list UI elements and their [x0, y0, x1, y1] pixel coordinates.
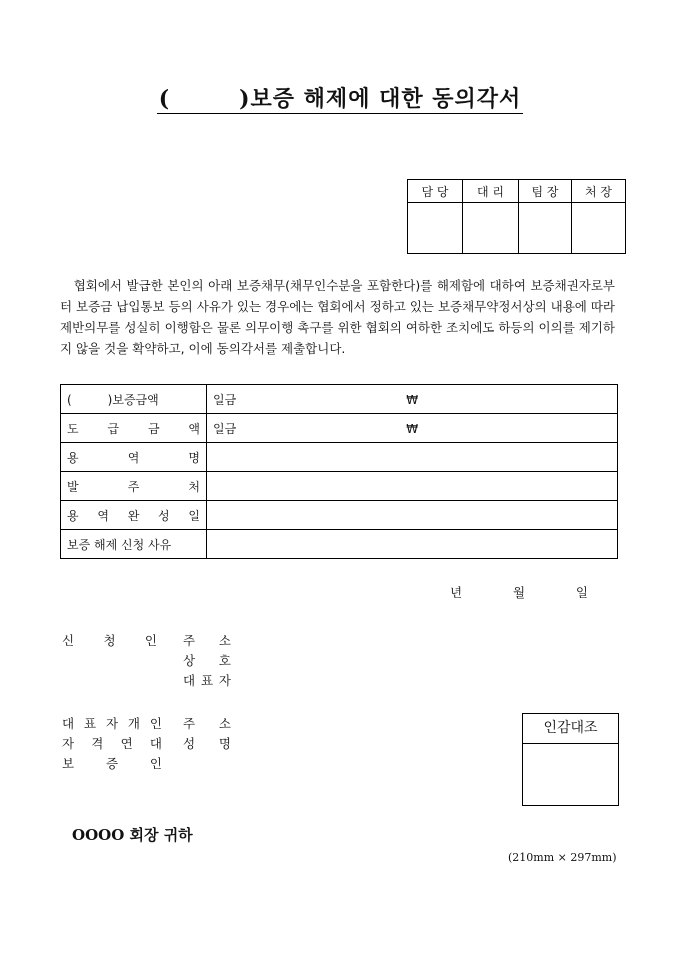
guarantor-address-label: 주 소	[183, 716, 231, 731]
release-reason-field[interactable]	[207, 530, 618, 559]
row-label-contract-amount: 도 급 금 액	[61, 414, 207, 443]
approval-header-2: 대 리	[463, 180, 519, 203]
applicant-address-label: 주 소	[183, 633, 231, 648]
row-label-completion-date: 용 역 완 성 일	[61, 501, 207, 530]
row-label-service-name: 용 역 명	[61, 443, 207, 472]
info-table	[60, 384, 618, 559]
month-label: 월	[512, 585, 526, 600]
date-line	[450, 583, 588, 601]
row-label-client: 발 주 처	[61, 472, 207, 501]
guarantor-label: 대 표 자 개 인 자 격 연 대 보 증 인	[62, 716, 162, 771]
won-symbol: ₩	[406, 392, 419, 407]
approval-sign-4[interactable]	[572, 203, 626, 254]
document-title: ( )보증 해제에 대한 동의각서	[158, 86, 522, 112]
table-row	[61, 385, 618, 414]
applicant-fields	[183, 631, 231, 691]
guarantor-name-label: 성 명	[183, 736, 231, 751]
amount-prefix: 일금	[213, 421, 237, 436]
table-row	[61, 530, 618, 559]
pledge-text: 협회에서 발급한 본인의 아래 보증채무(채무인수분을 포함한다)를 해제함에 대하여 보증채권자로부터 보증금 납입통보 등의 사유가 있는 경우에는 협회에서 정하고 있는 보증채무약정서상의 내용에 따라 제반의무를 성실히 이행함은 물론 의무이행 촉구를 위한 협회의 여하한 조치에도 하등의 이의를 제기하지 않을 것을 확약하고, 이에 동의각서를 제출합니다.	[60, 278, 615, 356]
seal-comparison-box	[522, 713, 619, 806]
approval-header-4: 처 장	[572, 180, 626, 203]
year-label: 년	[450, 585, 463, 600]
guarantor-fields	[183, 714, 231, 754]
approval-header-3: 팀 장	[519, 180, 572, 203]
table-row	[61, 472, 618, 501]
won-symbol: ₩	[406, 421, 419, 436]
amount-prefix: 일금	[213, 392, 237, 407]
approval-sign-1[interactable]	[408, 203, 463, 254]
table-row	[61, 414, 618, 443]
table-row	[61, 501, 618, 530]
row-label-release-reason: 보증 해제 신청 사유	[61, 530, 207, 559]
applicant-company-label: 상 호	[183, 653, 231, 668]
completion-date-field[interactable]	[207, 501, 618, 530]
seal-box-label: 인감대조	[523, 714, 618, 744]
applicant-rep-label: 대 표 자	[183, 673, 231, 688]
guarantee-amount-field[interactable]	[207, 385, 618, 414]
recipient-line: OOOO 회장 귀하	[72, 826, 193, 844]
approval-sign-2[interactable]	[463, 203, 519, 254]
table-row	[61, 443, 618, 472]
day-label: 일	[575, 585, 588, 600]
approval-box	[407, 179, 626, 254]
service-name-field[interactable]	[207, 443, 618, 472]
approval-sign-3[interactable]	[519, 203, 572, 254]
client-field[interactable]	[207, 472, 618, 501]
applicant-label: 신 청 인	[62, 633, 157, 648]
contract-amount-field[interactable]	[207, 414, 618, 443]
row-label-guarantee-amount: ( )보증금액	[61, 385, 207, 414]
paper-size-note: (210mm × 297mm)	[508, 851, 617, 864]
seal-area[interactable]	[523, 744, 618, 805]
approval-header-1: 담 당	[408, 180, 463, 203]
